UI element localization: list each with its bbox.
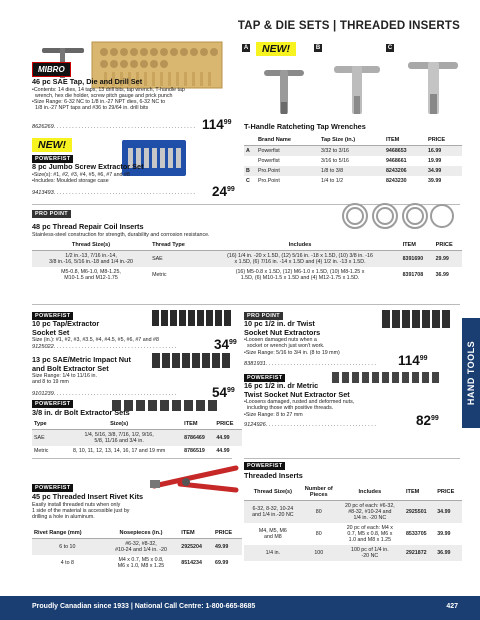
row-price: 34.99 [435,501,462,524]
metric-twist-desc-2: including those with positive threads. [244,405,334,412]
tap-die-set-price: $114^{99}$ [202,117,232,132]
powerfist-logo-bolt: POWERFIST [32,400,73,408]
metric-twist-title-1: 16 pc 1/2 in. dr Metric [244,381,319,390]
page-number: 427 [446,603,458,610]
row-item: 9468661 [385,158,407,164]
rivet-kits-desc-3: drilling a hole in aluminum. [32,514,95,521]
propoint-logo-twist: PRO POINT [244,312,283,320]
row-includes: (16) 1/4 in. -20 x 1.5D, (12) 5/16 in. -18 x 1.5D, (10) 3/8 in. -16 x 1.5D, (6) 7/16 in. -14 x 1.5D and (4) 1/2 in. -13 x 1.5D. [200,251,401,268]
threaded-inserts-table-wrap [244,484,462,561]
th-pieces: Number of Pieces [302,484,336,501]
table-row [244,146,462,157]
row-brand: Powerfist [258,158,280,164]
row-brand: Pro.Point [258,178,280,184]
table-row [244,176,462,186]
powerfist-logo-threaded: POWERFIST [244,462,285,470]
row-price: 44.99 [216,448,230,454]
powerfist-logo-metric-twist: POWERFIST [244,374,285,382]
twist-socket-title-1: 10 pc 1/2 in. dr Twist [244,319,315,328]
mibro-logo: MIBRO [32,62,71,77]
th-thread-size: Thread Size(s) [32,240,150,251]
row-item: 8243230 [385,178,407,184]
metric-twist-sku: 9124926. . . . . . . . . . . . . . . . . . . . . . . . . . . . . . . . . . . . [244,422,377,428]
th-item: ITEM [179,528,213,539]
extractor-set-sku: 9413493. . . . . . . . . . . . . . . . . . . . . . . . . . . . . . . . . . . . . . . . . . . . . . [32,190,196,196]
row-item: 8786519 [184,448,205,454]
row-price: 69.99 [215,560,229,566]
tap-wrenches-title: T-Handle Ratcheting Tap Wrenches [244,122,366,131]
impact-nut-title-2: and Bolt Extractor Set [32,363,109,373]
row-type: SAE [32,430,56,447]
footer-text: Proudly Canadian since 1933 | National Call Centre: 1-800-665-8685 [32,603,256,610]
tap-die-set-block [32,78,242,112]
row-brand: Pro.Point [256,166,319,176]
row-size: 1/2 in.-13, 7/16 in.-14, 3/8 in.-16, 5/16 in.-18 and 1/4 in.-20 [32,251,150,268]
row-size: 3/16 to 5/16 [321,158,349,164]
row-pieces: 100 [302,545,336,561]
row-size: 1/4 to 1/2 [321,178,344,184]
tag-c: C [387,45,393,51]
rivet-kits-desc-1: Easily install threaded nuts when only [32,501,121,508]
th-price: PRICE [213,528,242,539]
coil-inserts-illustration [340,200,455,232]
th-type: Type [32,419,56,430]
new-badge: NEW! [256,42,296,56]
th-tag [244,135,256,146]
twist-socket-desc-3: •Size Range: 5/16 to 3/4 in. (8 to 19 mm) [244,349,340,356]
bolt-extractors-title: 3/8 in. dr Bolt Extractor Sets [32,408,130,417]
tap-die-set-sku: 8626269. . . . . . . . . . . . . . . . . . . . . . . . . . . . . . . . . . . . . . . . . . . . . . [32,124,196,130]
twist-socket-price: $114^{99}$ [398,353,428,368]
propoint-logo: PRO POINT [32,210,71,218]
row-item: 2925204 [179,539,213,556]
divider [32,458,232,459]
tag-b: B [315,45,321,51]
table-row [244,166,462,176]
th-thread-size: Thread Size(s) [244,484,302,501]
tap-extractor-title-1: 10 pc Tap/Extractor [32,319,100,328]
row-price: 44.99 [214,430,242,447]
th-price: PRICE [426,135,462,146]
metric-twist-title-2: Twist Socket Nut Extractor Set [244,389,350,399]
th-tap-size: Tap Size (in.) [319,135,384,146]
row-size: 6-32, 8-32, 10-24 and 1/4 in.-20 NC [244,501,302,524]
impact-nut-block [32,356,182,386]
th-includes: Includes [200,240,401,251]
tap-extractor-title-2: Socket Set [32,327,70,337]
twist-socket-block [244,320,394,356]
impact-nut-desc-1: Size Range: 1/4 to 11/16 in. [32,373,97,380]
threaded-inserts-table [244,484,462,561]
table-row [32,267,462,283]
page-title: TAP & DIE SETS | THREADED INSERTS [237,20,460,32]
th-price: PRICE [434,240,462,251]
row-size: 1/4 in. [244,545,302,561]
row-range: 4 to 8 [60,560,74,566]
tap-die-set-title: 46 pc SAE Tap, Die and Drill Set [32,77,143,86]
th-item: ITEM [404,484,435,501]
rivet-kits-title: 45 pc Threaded Insert Rivet Kits [32,492,144,501]
page-footer [0,596,480,620]
row-tag: B [244,166,256,176]
tap-die-set-desc-2: wrench, hex die holder, screw pitch gauge and prick punch [32,92,173,99]
section-side-tab [462,318,480,428]
coil-inserts-title: 48 pc Thread Repair Coil Inserts [32,222,144,231]
row-type: Metric [34,448,49,454]
row-sizes: 1/4, 5/16, 3/8, 7/16, 1/2, 9/16, 5/8, 11/16 and 3/4 in. [56,430,182,447]
tap-extractor-desc: Size (in.): #1, #2, #3, #3.5, #4, #4.5, #5, #6, #7 and #8 [32,337,159,344]
divider [32,304,460,305]
th-thread-type: Thread Type [150,240,199,251]
metric-twist-desc-1: •Loosens damaged, rusted and deformed nuts, [244,399,355,406]
row-price: 29.99 [434,251,462,268]
powerfist-logo-tap-extractor: POWERFIST [32,312,73,320]
coil-inserts-table-wrap [32,240,462,283]
row-price: 34.99 [426,166,462,176]
row-item: 2921872 [404,545,435,561]
table-row [32,555,242,571]
row-tag [244,156,256,166]
row-size: M5-0.8, M6-1.0, M8-1.25, M10-1.5 and M12-1.75 [61,269,121,281]
metric-twist-price: $82^{99}$ [416,413,439,428]
row-item: 8243206 [384,166,426,176]
extractor-set-price: $24^{99}$ [212,184,235,199]
metric-twist-block [244,382,424,418]
row-item: 8391708 [402,272,424,278]
row-nosepieces: #6-32, #8-32, #10-24 and 1/4 in. -20 [103,539,180,556]
row-item: 8391690 [401,251,434,268]
row-type: Metric [152,272,167,278]
row-includes: 20 pc of each: M4 x 0.7, M5 x 0.8, M6 x 1.0 and M8 x 1.25 [346,525,393,543]
row-price: 49.99 [213,539,242,556]
metric-twist-desc-3: •Size Range: 8 to 27 mm [244,411,303,418]
table-row [244,545,462,561]
row-item: 8786469 [182,430,214,447]
extractor-set-desc-2: •Includes: Moulded storage case [32,177,109,184]
row-item: 2925501 [404,501,435,524]
th-item: ITEM [401,240,434,251]
th-brand: Brand Name [256,135,319,146]
th-includes: Includes [336,484,404,501]
row-pieces: 80 [302,501,336,524]
tap-extractor-sku: 9125022. . . . . . . . . . . . . . . . . . . . . . . . . . . . . . . . . . . . . . . . [32,344,177,350]
row-nosepieces: M4 x 0.7, M5 x 0.8, M6 x 1.0, M8 x 1.25 [117,557,165,569]
divider [244,458,460,459]
table-row [32,430,242,447]
impact-nut-title-1: 13 pc SAE/Metric Impact Nut [32,355,131,364]
row-item: 8533705 [405,531,427,537]
tap-extractor-price: $34^{99}$ [214,337,237,352]
extractor-set-title: 8 pc Jumbo Screw Extractor Set [32,162,144,171]
rivet-kits-table-wrap [32,528,242,571]
row-price: 39.99 [427,178,442,184]
coil-inserts-image [340,200,455,232]
row-item: 9468653 [384,146,426,157]
th-rivet-range: Rivet Range (mm) [32,528,103,539]
tap-wrench-images [242,40,462,120]
row-pieces: 80 [315,531,322,537]
twist-socket-desc-1: •Loosen damaged nuts when a [244,337,317,344]
impact-nut-desc-2: and 8 to 19 mm [32,379,69,386]
tap-die-set-desc-3: •Size Range: 6-32 NC to 1/8 in.-27 NPT dies, 6-32 NC to [32,99,166,106]
rivet-kits-desc-2: 1 side of the material is accessible just by [32,507,130,514]
extractor-set-desc-1: •Size(s): #1, #2, #3, #4, #5, #6, #7 and #8 [32,171,130,178]
row-price: 19.99 [427,158,442,164]
row-includes: 20 pc of each: #6-32, #8-32, #10-24 and 1/4 in. -20 NC [336,501,404,524]
row-tag: C [246,178,250,184]
row-brand: Powerfist [256,146,319,157]
twist-socket-title-2: Socket Nut Extractors [244,327,321,337]
row-size: 1/8 to 3/8 [319,166,384,176]
tap-die-set-desc-4: 1/8 in.-27 NPT taps and #36 to 29/64 in. drill bits [32,105,149,112]
tap-wrenches-table [244,135,462,186]
table-row [32,251,462,268]
table-row [244,501,462,524]
row-includes: 100 pc of 1/4 in. -20 NC [336,545,404,561]
t-handle-wrench-illustration [242,40,462,120]
twist-socket-sku: 8381931. . . . . . . . . . . . . . . . . . . . . . . . . . . . . . . . . . . . [244,361,377,367]
table-row [32,539,242,556]
th-nosepieces: Nosepieces (in.) [103,528,180,539]
rivet-kits-block [32,493,232,520]
coil-inserts-subtitle: Stainless-steel construction for strength, durability and corrosion resistance. [32,232,210,238]
powerfist-logo-rivet: POWERFIST [32,484,73,492]
bolt-extractors-table [32,419,242,456]
row-price: 36.99 [435,272,449,278]
bolt-extractors-table-wrap [32,419,242,456]
rivet-kits-table [32,528,242,571]
th-price: PRICE [214,419,242,430]
threaded-inserts-title: Threaded Inserts [244,471,303,480]
table-row [32,446,242,456]
th-item: ITEM [384,135,426,146]
tap-wrenches-table-wrap [244,135,462,186]
new-badge-extractor: NEW! [32,138,72,152]
row-price: 16.99 [426,146,462,157]
twist-socket-desc-2: socket or wrench just won't work. [244,343,325,350]
row-sizes: 8, 10, 11, 12, 13, 14, 16, 17 and 19 mm [72,448,166,454]
powerfist-logo-extractor: POWERFIST [32,155,73,163]
row-price: 39.99 [437,531,451,537]
coil-inserts-table [32,240,462,283]
row-includes: (16) M5-0.8 x 1.5D, (12) M6-1.0 x 1.5D, (10) M8-1.25 x 1.5D, (6) M10-1.5 x 1.5D and (4) M12-1.75 x 1.5D. [235,269,365,281]
impact-nut-price: $54^{99}$ [212,385,235,400]
row-tag: A [244,146,256,157]
table-row [244,156,462,166]
row-type: SAE [150,251,199,268]
impact-nut-sku: 9101239. . . . . . . . . . . . . . . . . . . . . . . . . . . . . . . . . . . . . . . . [32,391,177,397]
row-size: M4, M5, M6 and M8 [258,528,287,540]
row-item: 8514234 [181,560,202,566]
row-size: 3/32 to 3/16 [319,146,384,157]
row-price: 36.99 [435,545,462,561]
table-row [244,523,462,545]
th-price: PRICE [435,484,462,501]
th-sizes: Size(s) [56,419,182,430]
tap-extractor-block [32,320,232,343]
tap-die-set-desc-1: •Contents: 14 dies, 14 taps, 13 drill bits, tap wrench, T-handle tap [32,86,185,93]
side-tab-label: HAND TOOLS [466,340,476,406]
row-range: 6 to 10 [32,539,103,556]
tag-a: A [243,45,249,51]
th-item: ITEM [182,419,214,430]
extractor-set-block [32,163,192,184]
